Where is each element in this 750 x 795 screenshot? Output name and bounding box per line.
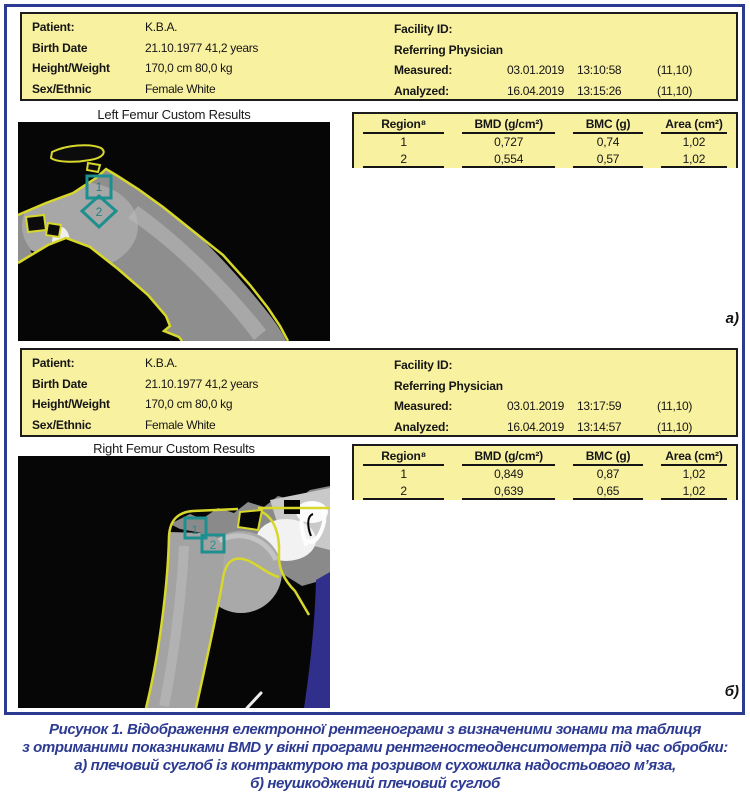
height-weight-label: Height/Weight — [32, 397, 110, 411]
results-row — [354, 466, 736, 483]
col-bmd: BMD (g/cm²) — [453, 114, 564, 134]
sex-ethnic-label: Sex/Ethnic — [32, 81, 92, 96]
area-cell: 1,02 — [652, 483, 736, 500]
region-cell: 1 — [400, 467, 407, 481]
analyzed-date: 16.04.2019 — [507, 419, 565, 434]
measured-date: 03.01.2019 — [507, 399, 565, 413]
patient-row — [32, 356, 384, 377]
bmd-cell: 0,639 — [453, 483, 564, 500]
facility-row — [394, 22, 736, 43]
results-header-row — [354, 114, 736, 134]
contour-island — [26, 215, 46, 232]
caption-line: б) неушкоджений плечовий суглоб — [250, 775, 500, 792]
caption-line: а) плечовий суглоб із контрактурою та розривом сухожилка надостьового м’яза, — [74, 757, 676, 774]
bmd-cell: 0,727 — [494, 135, 524, 149]
bmd-cell: 0,554 — [453, 151, 564, 168]
facility-row — [394, 399, 736, 420]
scan-title-b: Right Femur Custom Results — [93, 441, 255, 456]
col-bmc: BMC (g) — [564, 114, 652, 134]
measured-extra: (11,10) — [657, 63, 693, 77]
contour-notch — [238, 510, 262, 530]
col-region: Region⁸ — [354, 446, 453, 466]
results-row — [354, 134, 736, 151]
height-weight-label: Height/Weight — [32, 61, 110, 75]
patient-row — [32, 20, 384, 41]
analyzed-extra: (11,10) — [657, 419, 693, 434]
analyzed-time: 13:15:26 — [577, 83, 622, 98]
contour-island — [87, 163, 100, 172]
analyzed-label: Analyzed: — [394, 419, 449, 434]
col-region: Region⁸ — [354, 114, 453, 134]
patient-row — [32, 377, 384, 398]
patient-name-label: Patient: — [32, 356, 75, 370]
measured-date: 03.01.2019 — [507, 63, 565, 77]
birth-date-value: 21.10.1977 41,2 years — [145, 376, 259, 391]
patient-row — [32, 397, 384, 418]
referring-physician-label: Referring Physician — [394, 42, 503, 57]
area-cell: 1,02 — [682, 467, 706, 481]
sex-ethnic-label: Sex/Ethnic — [32, 417, 92, 432]
right-shoulder-scan-image — [18, 456, 330, 708]
facility-row — [394, 63, 736, 84]
patient-name-value: K.B.A. — [145, 20, 178, 34]
facility-row — [394, 420, 736, 441]
analyzed-time: 13:14:57 — [577, 419, 622, 434]
results-table-a — [352, 112, 738, 168]
sex-ethnic-value: Female White — [145, 81, 216, 96]
left-shoulder-scan-image — [18, 122, 330, 341]
facility-row — [394, 43, 736, 64]
region-cell: 2 — [354, 151, 453, 168]
birth-date-value: 21.10.1977 41,2 years — [145, 40, 259, 55]
measured-extra: (11,10) — [657, 399, 693, 413]
col-area: Area (cm²) — [652, 446, 736, 466]
measured-label: Measured: — [394, 399, 453, 413]
patient-demographics-b — [22, 350, 384, 435]
sublabel-b: б) — [724, 683, 739, 700]
patient-row — [32, 41, 384, 62]
xray-image-b — [18, 456, 330, 708]
analyzed-extra: (11,10) — [657, 83, 693, 98]
sex-ethnic-value: Female White — [145, 417, 216, 432]
analyzed-label: Analyzed: — [394, 83, 449, 98]
caption-line: Рисунок 1. Відображення електронної рентгенограми з визначеними зонами та таблиця — [49, 721, 701, 738]
roi-label-2: 2 — [209, 538, 217, 552]
bmc-cell: 0,57 — [564, 151, 652, 168]
facility-info-a — [384, 14, 736, 99]
results-row — [354, 483, 736, 500]
patient-info-table-a — [20, 12, 738, 101]
patient-row — [32, 61, 384, 82]
referring-physician-label: Referring Physician — [394, 378, 503, 393]
region-cell: 1 — [400, 135, 407, 149]
col-area: Area (cm²) — [652, 114, 736, 134]
bmc-cell: 0,65 — [564, 483, 652, 500]
facility-row — [394, 358, 736, 379]
facility-id-label: Facility ID: — [394, 22, 453, 36]
patient-info-table-b — [20, 348, 738, 437]
figure-frame — [4, 4, 745, 715]
xray-image-a — [18, 122, 330, 341]
patient-name-value: K.B.A. — [145, 356, 178, 370]
facility-info-b — [384, 350, 736, 435]
measured-label: Measured: — [394, 63, 453, 77]
facility-row — [394, 84, 736, 105]
roi-label-2: 2 — [95, 205, 103, 219]
facility-row — [394, 379, 736, 400]
results-header-row — [354, 446, 736, 466]
height-weight-value: 170,0 cm 80,0 kg — [145, 397, 233, 411]
scan-title-a: Left Femur Custom Results — [97, 107, 251, 122]
facility-id-label: Facility ID: — [394, 358, 453, 372]
measured-time: 13:17:59 — [577, 399, 622, 413]
sublabel-a: а) — [725, 310, 739, 327]
bmc-cell: 0,87 — [596, 467, 620, 481]
results-row — [354, 151, 736, 168]
bmd-cell: 0,849 — [494, 467, 524, 481]
caption-line: з отриманими показниками BMD у вікні програми рентгеностеоденситометра під час обробки: — [22, 739, 728, 756]
roi-label-1: 1 — [191, 523, 199, 537]
patient-row — [32, 82, 384, 103]
col-bmc: BMC (g) — [564, 446, 652, 466]
height-weight-value: 170,0 cm 80,0 kg — [145, 61, 233, 75]
figure-caption — [0, 721, 750, 793]
measured-time: 13:10:58 — [577, 63, 622, 77]
birth-date-label: Birth Date — [32, 376, 88, 391]
col-bmd: BMD (g/cm²) — [453, 446, 564, 466]
birth-date-label: Birth Date — [32, 40, 88, 55]
area-cell: 1,02 — [652, 151, 736, 168]
region-cell: 2 — [354, 483, 453, 500]
analyzed-date: 16.04.2019 — [507, 83, 565, 98]
area-cell: 1,02 — [682, 135, 706, 149]
results-table-b — [352, 444, 738, 500]
patient-row — [32, 418, 384, 439]
patient-name-label: Patient: — [32, 20, 75, 34]
roi-label-1: 1 — [95, 180, 103, 194]
contour-island — [46, 223, 61, 237]
bmc-cell: 0,74 — [596, 135, 620, 149]
patient-demographics-a — [22, 14, 384, 99]
